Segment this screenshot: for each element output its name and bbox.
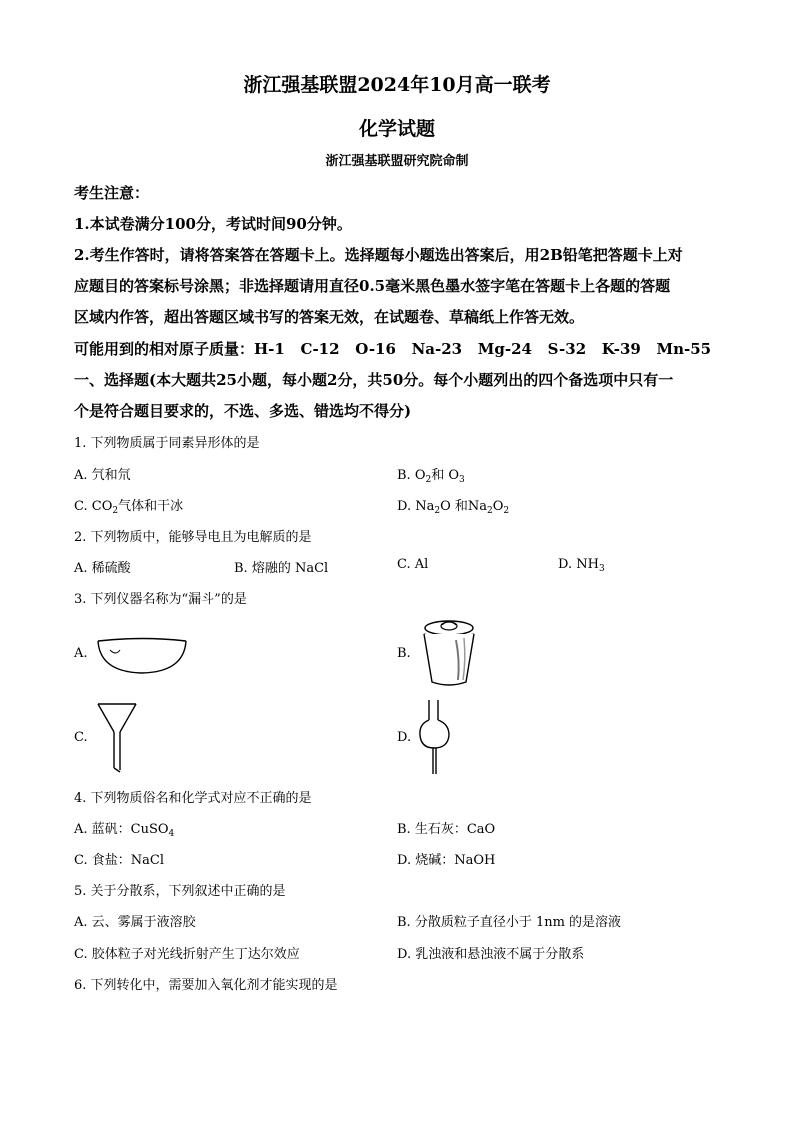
question-5-option-d: D. 乳浊液和悬浊液不属于分散系 bbox=[397, 947, 585, 962]
notice-item-2-line-2: 应题目的答案标号涂黑；非选择题请用直径0.5毫米黑色墨水签字笔在答题卡上各题的答题 bbox=[74, 277, 671, 295]
question-5-option-c: C. 胶体粒子对光线折射产生丁达尔效应 bbox=[74, 947, 300, 962]
question-3-option-d: D. bbox=[397, 730, 412, 745]
question-4-option-d: D. 烧碱：NaOH bbox=[397, 853, 496, 868]
question-3-option-c: C. bbox=[74, 730, 88, 745]
question-1-option-a: A. 氕和氘 bbox=[74, 468, 131, 483]
section-1-heading-line-2: 个是符合题目要求的，不选、多选、错选均不得分) bbox=[74, 402, 412, 420]
author-line: 浙江强基联盟研究院命制 bbox=[325, 154, 469, 169]
crucible-icon bbox=[418, 616, 480, 690]
round-bottom-flask-icon bbox=[418, 698, 452, 776]
question-5-option-a: A. 云、雾属于液溶胶 bbox=[74, 915, 196, 930]
funnel-icon bbox=[96, 702, 138, 774]
notice-item-2-line-1: 2.考生作答时，请将答案答在答题卡上。选择题每小题选出答案后，用2B铅笔把答题卡上对 bbox=[74, 246, 683, 264]
question-5-stem: 5. 关于分散系，下列叙述中正确的是 bbox=[74, 884, 286, 899]
question-4-option-b: B. 生石灰：CaO bbox=[397, 822, 496, 837]
question-6-stem: 6. 下列转化中，需要加入氧化剂才能实现的是 bbox=[74, 978, 338, 993]
subject-title: 化学试题 bbox=[358, 118, 435, 140]
question-5-option-b: B. 分散质粒子直径小于 1nm 的是溶液 bbox=[397, 915, 622, 930]
question-1-option-d: D. $Na_2O$ 和$Na_2O_2$ bbox=[397, 499, 510, 516]
section-1-heading-line-1: 一、选择题(本大题共25小题，每小题2分，共50分。每个小题列出的四个备选项中只有一 bbox=[74, 371, 674, 389]
question-2-option-d: D. $NH_3$ bbox=[558, 557, 605, 574]
atomic-masses: 可能用到的相对原子质量：H-1 C-12 O-16 Na-23 Mg-24 S-32 K-39 Mn-55 bbox=[74, 340, 712, 358]
notice-item-1: 1.本试卷满分100分，考试时间90分钟。 bbox=[74, 215, 352, 233]
question-4-stem: 4. 下列物质俗名和化学式对应不正确的是 bbox=[74, 791, 312, 806]
question-4-option-c: C. 食盐：NaCl bbox=[74, 853, 164, 868]
exam-title: 浙江强基联盟2024年10月高一联考 bbox=[243, 74, 551, 96]
question-2-stem: 2. 下列物质中，能够导电且为电解质的是 bbox=[74, 530, 312, 545]
question-1-stem: 1. 下列物质属于同素异形体的是 bbox=[74, 436, 260, 451]
notice-item-2-line-3: 区域内作答，超出答题区域书写的答案无效，在试题卷、草稿纸上作答无效。 bbox=[74, 308, 585, 326]
evaporating-dish-icon bbox=[96, 638, 188, 678]
question-4-option-a: A. 蓝矾：CuSO$_4$ bbox=[74, 822, 175, 839]
question-3-option-a: A. bbox=[74, 646, 88, 661]
question-1-option-b: B. $O_2$和 $O_3$ bbox=[397, 468, 465, 485]
question-2-option-c: C. Al bbox=[397, 557, 429, 572]
question-3-stem: 3. 下列仪器名称为“漏斗”的是 bbox=[74, 592, 247, 607]
question-2-option-a: A. 稀硫酸 bbox=[74, 561, 131, 576]
notice-heading: 考生注意： bbox=[74, 184, 150, 202]
question-3-option-b: B. bbox=[397, 646, 411, 661]
question-2-option-b: B. 熔融的 NaCl bbox=[234, 561, 329, 576]
question-1-option-c: C. $CO_2$气体和干冰 bbox=[74, 499, 184, 516]
